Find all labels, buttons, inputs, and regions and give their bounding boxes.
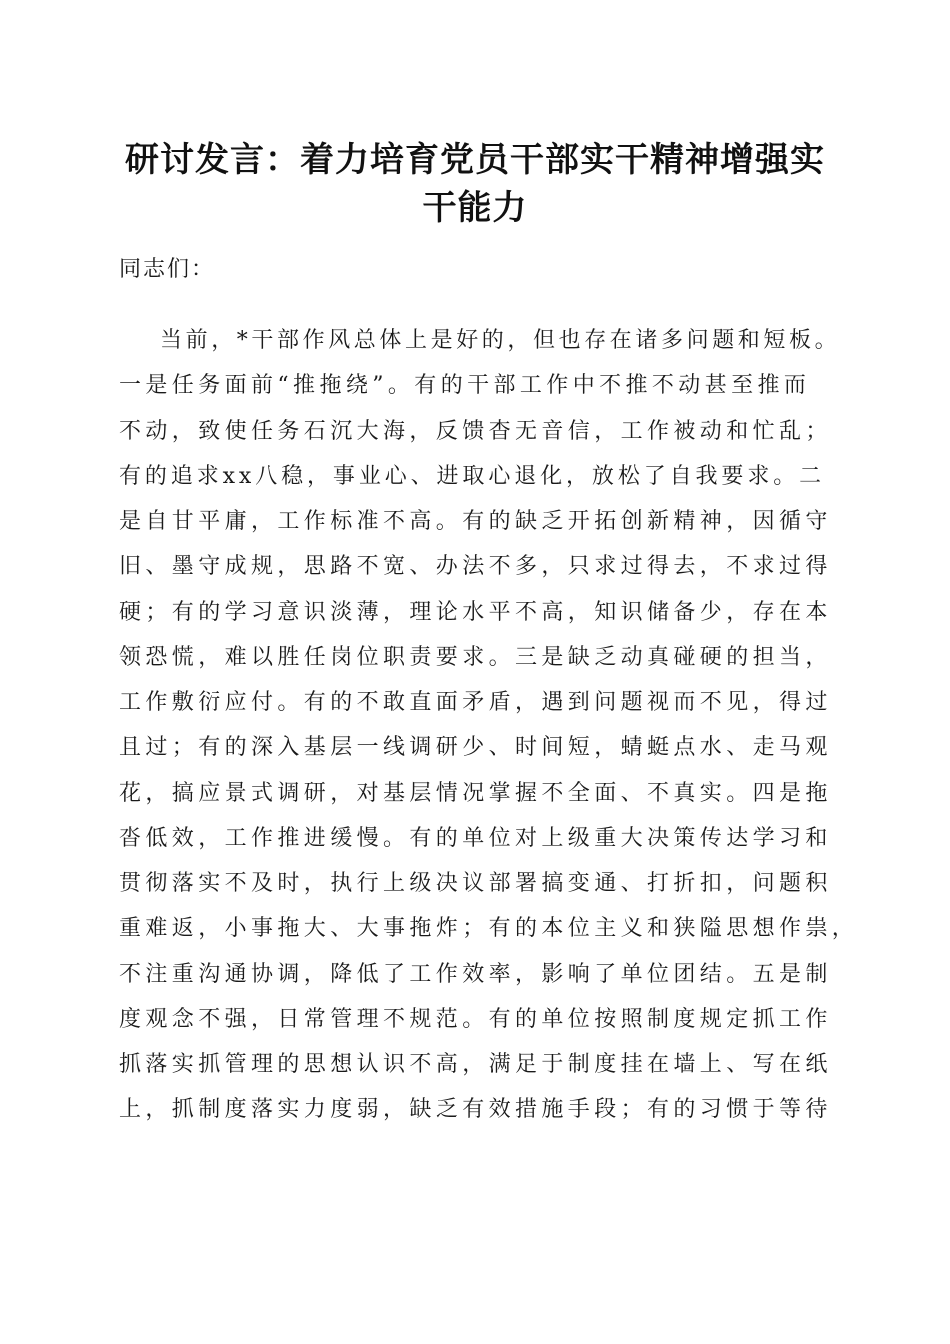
body-line: 不注重沟通协调，降低了工作效率，影响了单位团结。五是制 [119, 962, 832, 987]
document-title-line-1: 研讨发言：着力培育党员干部实干精神增强实 [125, 140, 825, 180]
body-line: 硬；有的学习意识淡薄，理论水平不高，知识储备少，存在本 [119, 600, 832, 625]
body-line: 花，搞应景式调研，对基层情况掌握不全面、不真实。四是拖 [119, 781, 832, 806]
salutation: 同志们： [119, 257, 216, 282]
body-line: 贯彻落实不及时，执行上级决议部署搞变通、打折扣，问题积 [119, 871, 832, 896]
body-line: 度观念不强，日常管理不规范。有的单位按照制度规定抓工作 [119, 1007, 832, 1032]
body-line: 且过；有的深入基层一线调研少、时间短，蜻蜓点水、走马观 [119, 735, 832, 760]
body-line: 一是任务面前“推拖绕”。有的干部工作中不推不动甚至推而 [119, 373, 811, 398]
body-line: 是自甘平庸，工作标准不高。有的缺乏开拓创新精神，因循守 [119, 509, 832, 534]
body-line: 沓低效，工作推进缓慢。有的单位对上级重大决策传达学习和 [119, 826, 832, 851]
body-line: 领恐慌，难以胜任岗位职责要求。三是缺乏动真碰硬的担当， [119, 645, 832, 670]
document-title-line-2: 干能力 [422, 188, 528, 228]
body-line: 有的追求xx八稳，事业心、进取心退化，放松了自我要求。二 [119, 464, 826, 489]
body-line: 当前，*干部作风总体上是好的，但也存在诸多问题和短板。 [160, 328, 841, 353]
body-line: 重难返，小事拖大、大事拖炸；有的本位主义和狭隘思想作祟， [119, 916, 859, 941]
body-line: 旧、墨守成规，思路不宽、办法不多，只求过得去，不求过得 [119, 554, 832, 579]
body-line: 不动，致使任务石沉大海，反馈杳无音信，工作被动和忙乱； [119, 419, 832, 444]
body-line: 上，抓制度落实力度弱，缺乏有效措施手段；有的习惯于等待 [119, 1097, 832, 1122]
body-line: 抓落实抓管理的思想认识不高，满足于制度挂在墙上、写在纸 [119, 1052, 832, 1077]
body-line: 工作敷衍应付。有的不敢直面矛盾，遇到问题视而不见，得过 [119, 690, 832, 715]
